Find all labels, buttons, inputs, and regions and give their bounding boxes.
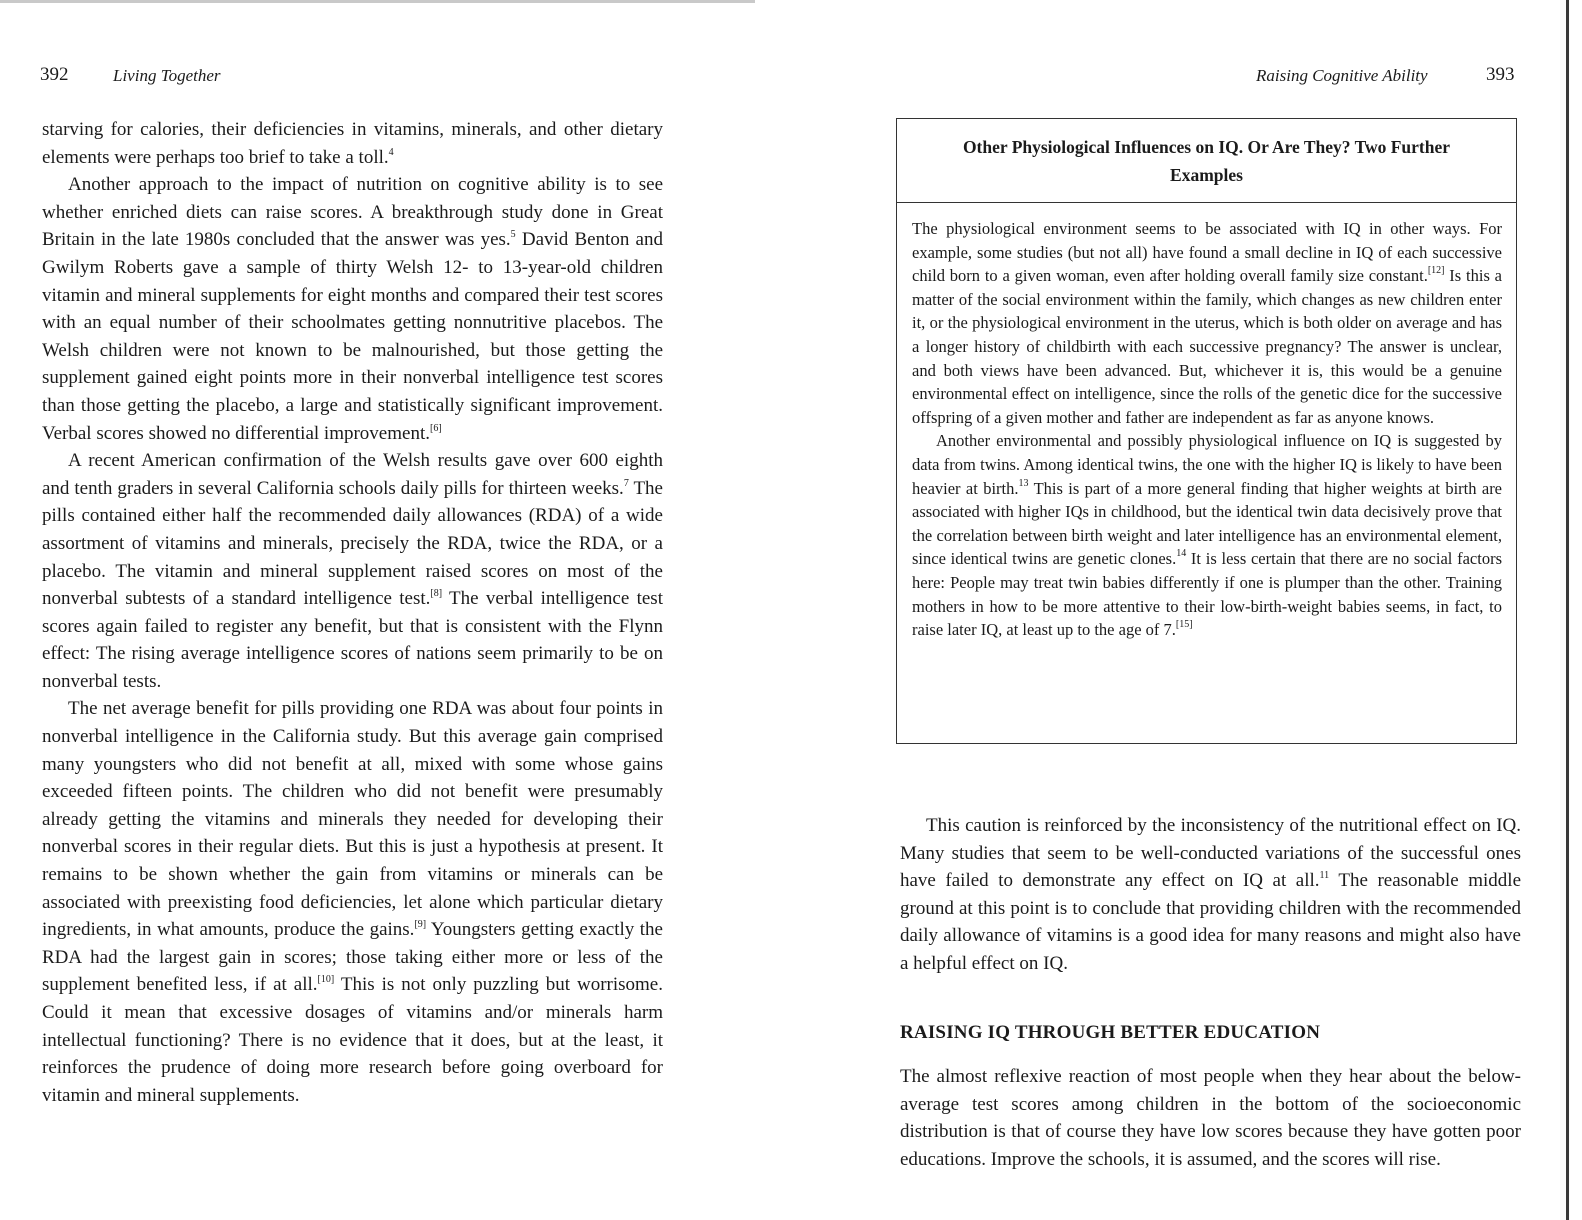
section-heading: RAISING IQ THROUGH BETTER EDUCATION — [900, 1022, 1321, 1043]
footnote-ref: 14 — [1176, 548, 1187, 560]
right-body-paragraph — [900, 812, 1521, 978]
sidebar-title: Other Physiological Influences on IQ. Or Are They? Two Further Examples — [897, 119, 1516, 203]
paragraph: The almost reflexive reaction of most people when they hear about the below-average test scores among children in the bottom of the socioeconomic distribution is that of course they have low scores because they have gotten poor educations. Improve the schools, it is assumed, and the scores will rise. — [900, 1066, 1521, 1170]
footnote-ref: [15] — [1175, 619, 1193, 631]
left-page-number: 392 — [40, 64, 69, 85]
top-edge-line — [0, 0, 755, 3]
footnote-ref: 13 — [1018, 477, 1029, 489]
section-paragraph — [900, 1063, 1521, 1173]
paragraph: Another approach to the impact of nutrition on cognitive ability is to see whether enriched diets can raise scores. A breakthrough study done in Great Britain in the late 1980s concluded that the answer was yes.$^5$ David Benton and Gwilym Roberts gave a sample of thirty Welsh 12- to 13-year-old children vitamin and mineral supplements for eight months and compared their test scores with an equal number of their schoolmates getting nonnutritive placebos. The Welsh children were not known to be malnourished, but those getting the supplement gained eight points more in their nonverbal intelligence test scores than those getting the placebo, a large and statistically significant improvement. Verbal scores showed no differential improvement.[6] — [42, 174, 663, 444]
footnote-ref: 11 — [1319, 870, 1330, 882]
footnote-ref: 7 — [623, 477, 629, 489]
paragraph: The net average benefit for pills providing one RDA was about four points in nonverbal intelligence in the California study. But this average gain comprised many youngsters who did not benefit at all, mixed with some whose gains exceeded fifteen points. The children who did not benefit were presumably already getting the vitamins and minerals they needed for developing their nonverbal scores in their regular diets. But this is just a hypothesis at present. It remains to be shown whether the gain from vitamins or minerals can be associated with preexisting food deficiencies, let alone which particular dietary ingredients, in what amounts, produce the gains.[9] Youngsters getting exactly the RDA had the largest gain in scores; those taking either more or less of the supplement benefited less, if at all.[10] This is not only puzzling but worrisome. Could it mean that excessive dosages of vitamins and/or minerals harm intellectual functioning? There is no evidence that it does, but at the least, it reinforces the prudence of doing more research before going overboard for vitamin and mineral supplements. — [42, 698, 663, 1106]
left-running-head: Living Together — [113, 66, 221, 85]
footnote-ref: [8] — [430, 588, 443, 600]
paragraph: This caution is reinforced by the inconsistency of the nutritional effect on IQ. Many studies that seem to be well-conducted variations of the successful ones have failed to demonstrate any effect on IQ at all.$^{11}$ The reasonable middle ground at this point is to conclude that providing children with the recommended daily allowance of vitamins is a good idea for many reasons and might also have a helpful effect on IQ. — [900, 815, 1521, 974]
left-page-body — [42, 116, 663, 1109]
footnote-ref: [10] — [317, 974, 335, 986]
footnote-ref: [6] — [429, 422, 442, 434]
sidebar-body — [897, 203, 1516, 642]
right-running-head: Raising Cognitive Ability — [1256, 66, 1428, 85]
paragraph: A recent American confirmation of the Welsh results gave over 600 eighth and tenth graders in several California schools daily pills for thirteen weeks.$^7$ The pills contained either half the recommended daily allowances (RDA) of a wide assortment of vitamins and minerals, precisely the RDA, twice the RDA, or a placebo. The vitamin and mineral supplement raised scores on most of the nonverbal subtests of a standard intelligence test.[8] The verbal intelligence test scores again failed to register any benefit, but that is consistent with the Flynn effect: The rising average intelligence scores of nations seem primarily to be on nonverbal tests. — [42, 450, 663, 692]
sidebar-box — [896, 118, 1517, 744]
sidebar-paragraph: The physiological environment seems to be associated with IQ in other ways. For example, some studies (but not all) have found a small decline in IQ of each successive child born to a given woman, even after holding overall family size constant.[12] Is this a matter of the social environment within the family, which changes as new children enter it, or the physiological environment in the uterus, which is both older on average and has a longer history of childbirth with each successive pregnancy? The answer is unclear, and both views have been advanced. But, whichever it is, this would be a genuine environmental effect on intelligence, since the rolls of the genetic dice for the successive offspring of a given mother and father are independent as far as anyone knows. — [912, 219, 1502, 427]
footnote-ref: 5 — [510, 229, 516, 241]
footnote-ref: 4 — [388, 146, 394, 158]
paragraph: starving for calories, their deficiencies in vitamins, minerals, and other dietary elements were perhaps too brief to take a toll.$^4$ — [42, 119, 663, 168]
right-page-number: 393 — [1486, 64, 1515, 85]
sidebar-paragraph: Another environmental and possibly physiological influence on IQ is suggested by data from twins. Among identical twins, the one with the higher IQ is likely to have been heavier at birth.$^{13}$ This is part of a more general finding that higher weights at birth are associated with higher IQs in childhood, but the identical twin data decisively prove that the correlation between birth weight and later intelligence has an environmental element, since identical twins are genetic clones.$^{14}$ It is less certain that there are no social factors here: People may treat twin babies differently if one is plumper than the other. Training mothers in how to be more attentive to their low-birth-weight babies seems, in fact, to raise later IQ, at least up to the age of 7.[15] — [912, 431, 1503, 640]
footnote-ref: [12] — [1427, 265, 1445, 277]
right-edge-shadow — [1566, 0, 1569, 1220]
footnote-ref: [9] — [414, 919, 427, 931]
